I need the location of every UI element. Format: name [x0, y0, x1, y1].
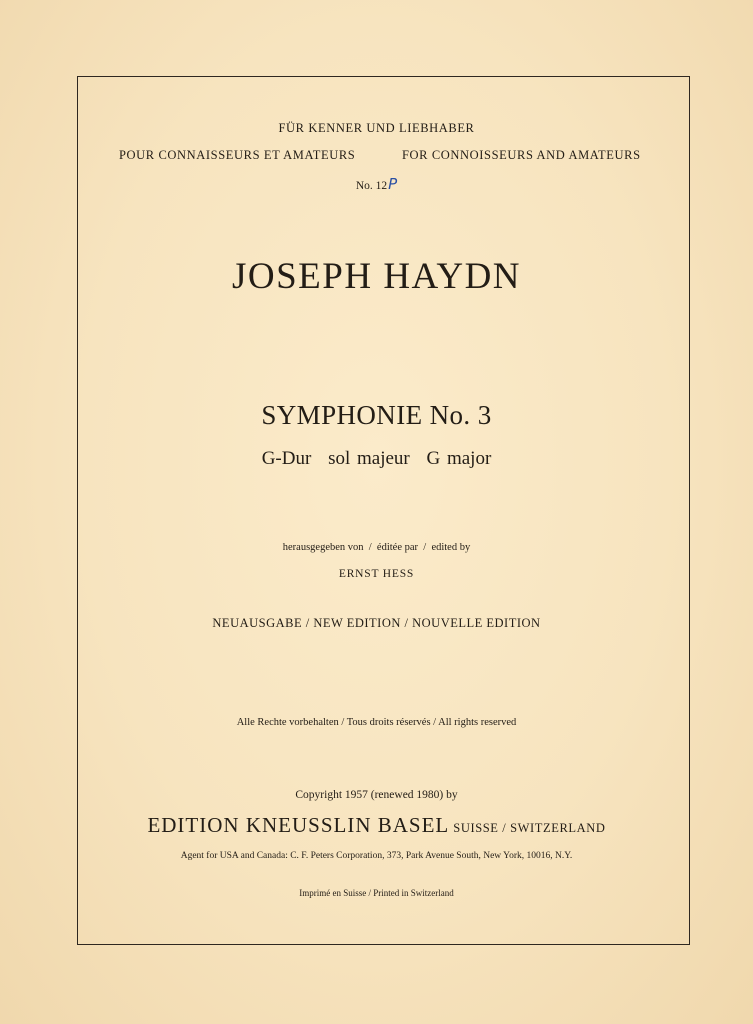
rights-notice: Alle Rechte vorbehalten / Tous droits réservés / All rights reserved: [236, 717, 517, 728]
series-name-english: FOR CONNOISSEURS AND AMATEURS: [402, 148, 641, 162]
key-english: G major: [426, 448, 492, 469]
edited-by-label: herausgegeben von / éditée par / edited by: [282, 542, 471, 553]
series-name-french: POUR CONNAISSEURS ET AMATEURS: [119, 148, 356, 162]
copyright-notice: Copyright 1957 (renewed 1980) by: [295, 789, 458, 801]
editor-name: ERNST HESS: [338, 568, 415, 580]
series-number-prefix: No. 12: [355, 180, 388, 192]
work-title: SYMPHONIE No. 3: [261, 400, 492, 430]
agent-notice: Agent for USA and Canada: C. F. Peters Corporation, 373, Park Avenue South, New York, 10016, N.Y.: [180, 851, 573, 861]
key-french: sol majeur: [328, 448, 410, 469]
publisher-line: [0, 813, 753, 838]
series-name-german: FÜR KENNER UND LIEBHABER: [278, 121, 475, 135]
composer-name: JOSEPH HAYDN: [231, 256, 522, 297]
series-number: [0, 175, 753, 193]
printed-notice: Imprimé en Suisse / Printed in Switzerland: [299, 888, 454, 898]
work-key: [0, 448, 753, 470]
handwritten-number-suffix: P: [388, 175, 398, 193]
publisher-name: EDITION KNEUSSLIN BASEL: [147, 813, 450, 837]
new-edition-label: NEUAUSGABE / NEW EDITION / NOUVELLE EDITION: [212, 616, 541, 630]
publisher-location: SUISSE / SWITZERLAND: [453, 821, 606, 835]
key-german: G-Dur: [261, 448, 312, 469]
